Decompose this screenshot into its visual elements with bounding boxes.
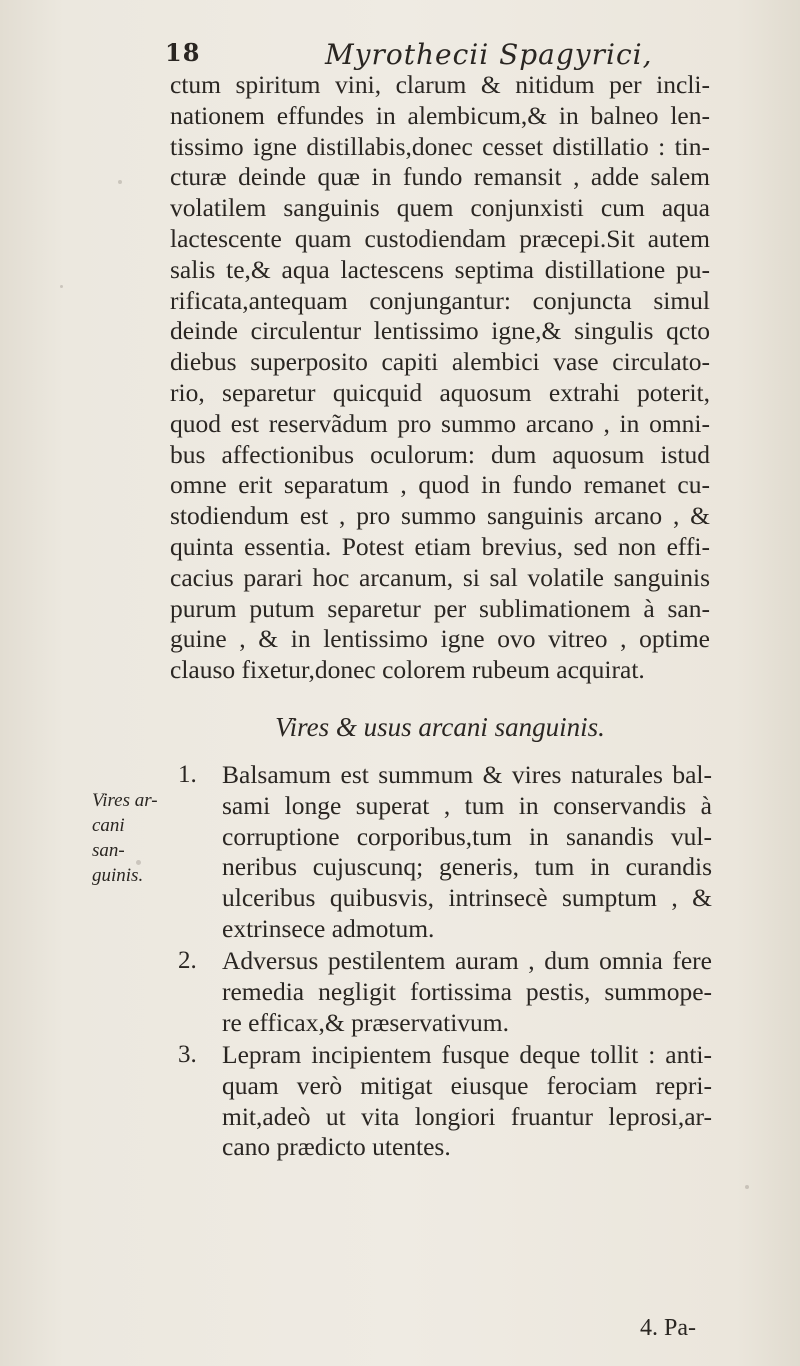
item-number: 1. <box>178 761 197 788</box>
margin-note-line: Vires ar- <box>92 790 158 811</box>
text-line: corruptione corporibus,tum in sanandis vul- <box>222 821 712 851</box>
text-line: quinta essentia. Potest etiam brevius, sed non effi- <box>170 531 710 561</box>
text-line: Balsamum est summum & vires naturales bal- <box>222 760 712 789</box>
text-line: stodiendum est , pro summo sanguinis arcano , & <box>170 501 710 531</box>
text-line: rificata,antequam conjungantur: conjuncta simul <box>170 285 710 315</box>
text-line: deinde circulentur lentissimo igne,& singulis qcto <box>170 316 710 346</box>
body-paragraph <box>170 70 710 686</box>
running-head: Myrothecii Spagyrici, <box>325 38 653 71</box>
text-line: quam verò mitigat eiusque ferociam repri- <box>222 1070 712 1100</box>
text-line: tissimo igne distillabis,donec cesset distillatio : tin- <box>170 131 710 161</box>
item-number: 3. <box>178 1041 197 1068</box>
text-line: neribus cujuscunq; generis, tum in curandis <box>222 852 712 882</box>
paper-speck <box>136 860 141 865</box>
text-line: cano prædicto utentes. <box>222 1132 451 1162</box>
paper-speck <box>60 285 63 288</box>
text-line: nationem effundes in alembicum,& in balneo len- <box>170 100 710 130</box>
text-line: salis te,& aqua lactescens septima distillatione pu- <box>170 254 710 284</box>
text-line: re efficax,& præservativum. <box>222 1007 510 1037</box>
text-line: ctum spiritum vini, clarum & nitidum per incli- <box>170 70 710 99</box>
text-line: omne erit separatum , quod in fundo remanet cu- <box>170 470 710 500</box>
text-line: mit,adeò ut vita longiori fruantur leprosi,ar- <box>222 1101 712 1131</box>
text-line: diebus superposito capiti alembici vase circulato- <box>170 347 710 377</box>
catchword: 4. Pa- <box>640 1315 696 1341</box>
text-line: rio, separetur quicquid aquosum extrahi poterit, <box>170 377 710 407</box>
text-line: bus affectionibus oculorum: dum aquosum istud <box>170 439 710 469</box>
page-header <box>165 38 695 72</box>
text-line: purum putum separetur per sublimationem à san- <box>170 593 710 623</box>
text-line: remedia negligit fortissima pestis, summope- <box>222 976 712 1006</box>
text-line: sami longe superat , tum in conservandis à <box>222 790 712 820</box>
text-line: lactescente quam custodiendam præcepi.Sit autem <box>170 223 710 253</box>
text-line: extrinsece admotum. <box>222 913 435 943</box>
text-line: Adversus pestilentem auram , dum omnia fere <box>222 946 712 975</box>
section-heading: Vires & usus arcani sanguinis. <box>275 712 605 742</box>
paper-speck <box>118 180 122 184</box>
margin-note-line: cani san- <box>92 815 125 861</box>
text-line: Lepram incipientem fusque deque tollit : anti- <box>222 1040 712 1069</box>
text-line: cturæ deinde quæ in fundo remansit , adde salem <box>170 162 710 192</box>
item-number: 2. <box>178 947 197 974</box>
text-line: clauso fixetur,donec colorem rubeum acquirat. <box>170 655 645 685</box>
margin-note <box>92 788 162 888</box>
text-line: guine , & in lentissimo igne ovo vitreo , optime <box>170 624 710 654</box>
text-line: volatilem sanguinis quem conjunxisti cum aqua <box>170 193 710 223</box>
text-line: quod est reservãdum pro summo arcano , in omni- <box>170 408 710 438</box>
text-line: cacius parari hoc arcanum, si sal volatile sanguinis <box>170 562 710 592</box>
text-line: ulceribus quibusvis, intrinsecè sumptum , & <box>222 883 712 913</box>
margin-note-line: guinis. <box>92 865 144 886</box>
paper-speck <box>745 1185 749 1189</box>
page-number: 18 <box>165 38 201 67</box>
